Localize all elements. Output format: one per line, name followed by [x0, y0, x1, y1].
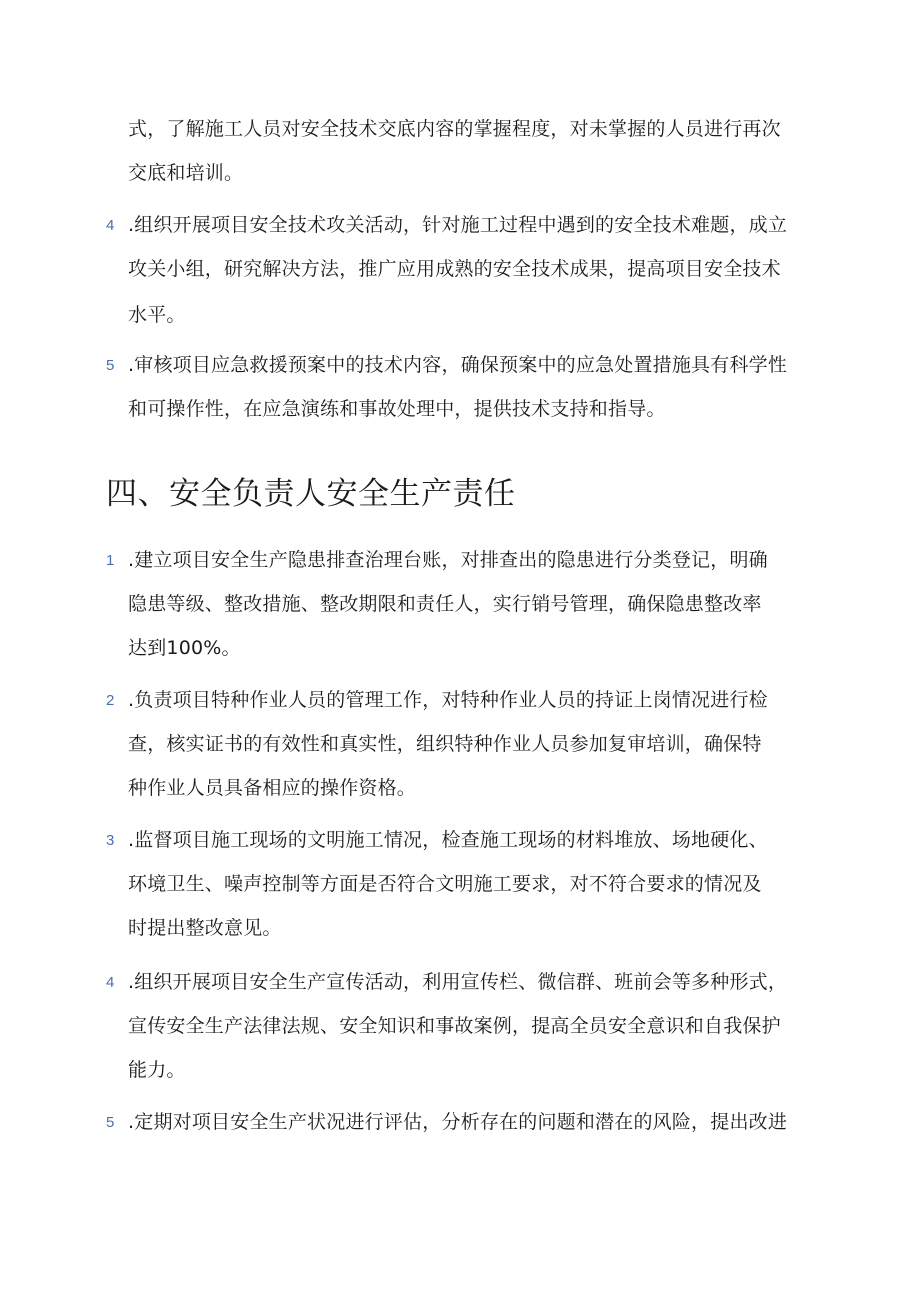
list-item-line: .组织开展项目安全生产宣传活动，利用宣传栏、微信群、班前会等多种形式， — [128, 971, 788, 993]
list-number: 5 — [106, 1114, 115, 1131]
list-item-line: .建立项目安全生产隐患排查治理台账，对排查出的隐患进行分类登记，明确 — [128, 549, 768, 571]
list-item-line: .定期对项目安全生产状况进行评估，分析存在的问题和潜在的风险，提出改进 — [128, 1111, 788, 1133]
list-item-line: 达到100%。 — [128, 637, 241, 659]
list-item-line: 环境卫生、噪声控制等方面是否符合文明施工要求，对不符合要求的情况及 — [128, 873, 762, 895]
list-item-line: 攻关小组，研究解决方法，推广应用成熟的安全技术成果，提高项目安全技术 — [128, 258, 781, 280]
list-item-line: .审核项目应急救援预案中的技术内容，确保预案中的应急处置措施具有科学性 — [128, 354, 788, 376]
paragraph-line: 交底和培训。 — [128, 162, 244, 184]
list-item-line: .监督项目施工现场的文明施工情况，检查施工现场的材料堆放、场地硬化、 — [128, 829, 768, 851]
list-item-line: 时提出整改意见。 — [128, 917, 282, 939]
list-number: 1 — [106, 552, 115, 569]
list-item-line: 查，核实证书的有效性和真实性，组织特种作业人员参加复审培训，确保特 — [128, 733, 762, 755]
section-heading: 四、安全负责人安全生产责任 — [106, 476, 516, 512]
list-item-line: 水平。 — [128, 304, 186, 326]
list-number: 3 — [106, 832, 115, 849]
list-number: 5 — [106, 357, 115, 374]
paragraph-line: 式，了解施工人员对安全技术交底内容的掌握程度，对未掌握的人员进行再次 — [128, 118, 781, 140]
list-number: 2 — [106, 692, 115, 709]
list-item-line: 和可操作性，在应急演练和事故处理中，提供技术支持和指导。 — [128, 398, 666, 420]
list-item-line: 隐患等级、整改措施、整改期限和责任人，实行销号管理，确保隐患整改率 — [128, 593, 762, 615]
list-number: 4 — [106, 217, 115, 234]
list-item-line: .负责项目特种作业人员的管理工作，对特种作业人员的持证上岗情况进行检 — [128, 689, 768, 711]
list-item-line: .组织开展项目安全技术攻关活动，针对施工过程中遇到的安全技术难题，成立 — [128, 214, 788, 236]
list-number: 4 — [106, 974, 115, 991]
list-item-line: 种作业人员具备相应的操作资格。 — [128, 777, 417, 799]
list-item-line: 能力。 — [128, 1059, 186, 1081]
list-item-line: 宣传安全生产法律法规、安全知识和事故案例，提高全员安全意识和自我保护 — [128, 1015, 781, 1037]
